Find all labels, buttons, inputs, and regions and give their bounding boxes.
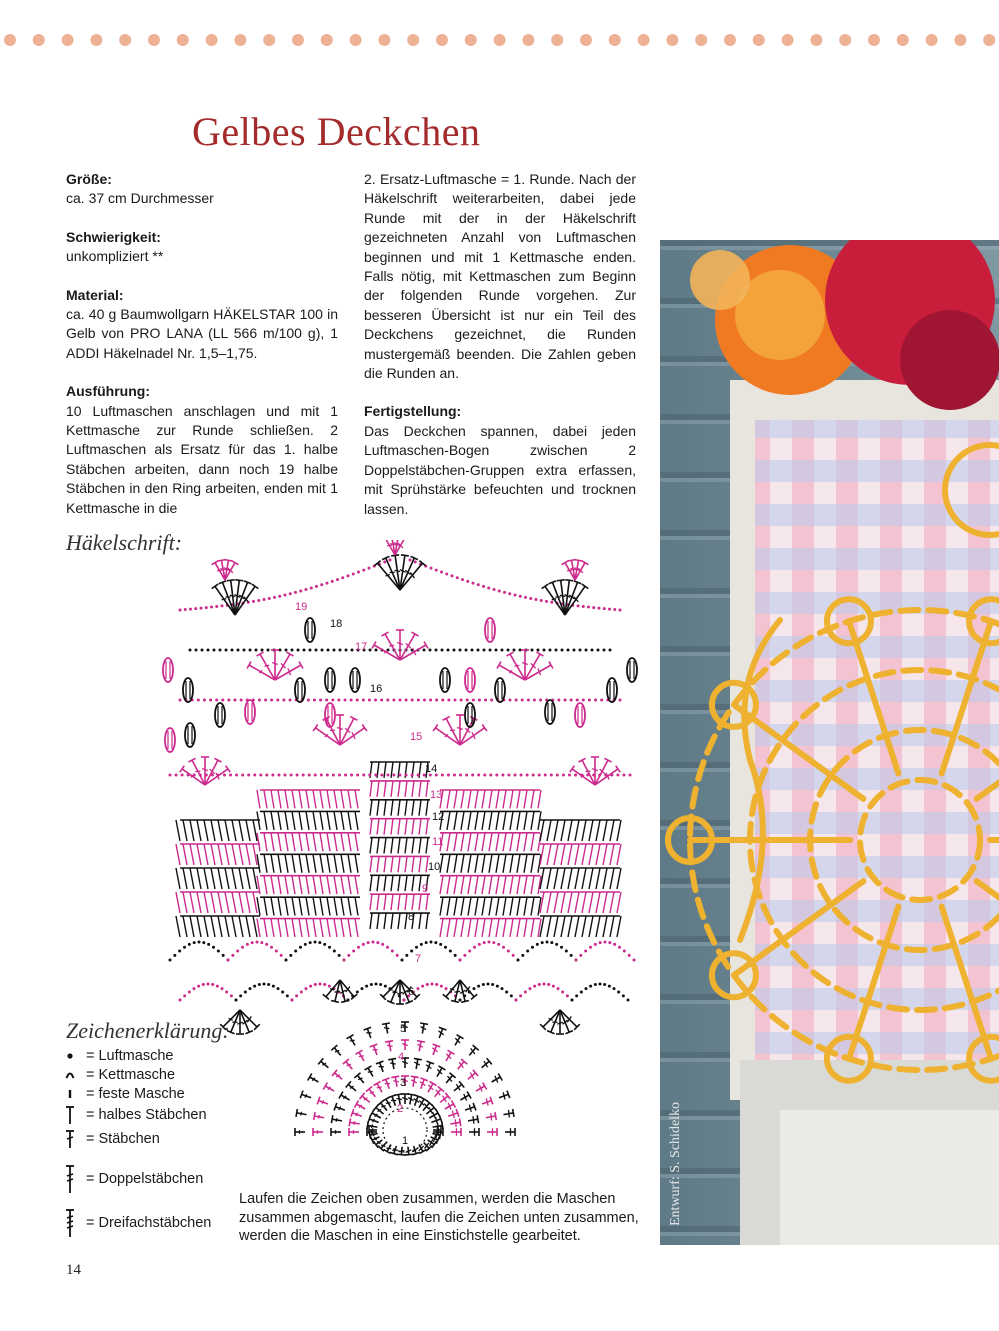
round-label-1: 1 <box>402 1135 409 1147</box>
finishing-text: Das Deckchen spannen, dabei jeden Luftmaschen-Bogen zwischen 2 Doppelstäbchen-Gruppen extra erfassen, mit Sprühstärke befeuchten und trocknen lassen. <box>364 422 636 517</box>
legend-item-chain: = Luftmasche <box>64 1046 211 1065</box>
legend-item-dc: = Stäbchen <box>64 1127 211 1151</box>
execution-heading: Ausführung: <box>66 383 150 400</box>
round-label-4: 4 <box>398 1051 405 1063</box>
round-label-9: 9 <box>422 883 429 895</box>
round-label-14: 14 <box>425 763 438 775</box>
chain-dot-icon <box>64 1047 86 1065</box>
chart-note: Laufen die Zeichen oben zusammen, werden die Maschen zusammen abgemascht, laufen die Zeichen unten zusammen, werden die Maschen in eine Einstichstelle gearbeitet. <box>239 1191 639 1245</box>
difficulty-heading: Schwierigkeit: <box>66 228 161 245</box>
text-column-right <box>364 170 636 519</box>
round-label-7: 7 <box>415 953 422 965</box>
legend-item-single: = feste Masche <box>64 1084 211 1103</box>
legend-item-hdc: = halbes Stäbchen <box>64 1103 211 1127</box>
half-double-t-icon <box>64 1104 86 1126</box>
round-label-10: 10 <box>428 861 441 873</box>
round-label-3: 3 <box>400 1077 407 1089</box>
legend-item-slip: = Kettmasche <box>64 1065 211 1084</box>
execution-text: 10 Luftmaschen anschlagen und mit 1 Kettmasche zur Runde schließen. 2 Luftmaschen als Ersatz für das 1. halbe Stäbchen arbeiten, dann noch 19 halbe Stäbchen in den Ring arbeiten, enden mit 1 Kettmasche in die <box>66 402 338 516</box>
round-label-18: 18 <box>330 618 343 630</box>
legend-heading: Zeichenerklärung: <box>66 1018 230 1043</box>
doily-photo <box>660 240 999 1245</box>
double-crochet-icon <box>64 1128 86 1150</box>
round-label-17: 17 <box>355 641 368 653</box>
crochet-chart <box>150 540 650 1180</box>
size-text: ca. 37 cm Durchmesser <box>66 190 214 207</box>
material-text: ca. 40 g Baumwollgarn HÄKELSTAR 100 in Gelb von PRO LANA (LL 566 m/100 g), 1 ADDI Häkelnadel Nr. 1,5–1,75. <box>66 306 338 361</box>
double-treble-icon <box>64 1207 86 1239</box>
execution-continued-text: 2. Ersatz-Luftmasche = 1. Runde. Nach der Häkelschrift weiterarbeiten, dabei jede Runde mit der in der Häkelschrift gezeichneten Anzahl von Luftmaschen beginnen und mit 1 Kettmasche enden. Falls nötig, mit Kettmaschen zum Beginn der folgenden Runde vorgehen. Zur besseren Übersicht ist nur ein Teil des Deckchens gezeichnet, die Runden mustergemäß beenden. Die Zahlen geben die Runden an. <box>364 171 636 382</box>
material-heading: Material: <box>66 286 124 303</box>
slip-stitch-arc-icon <box>64 1066 86 1084</box>
legend-item-tr: = Doppelstäbchen <box>64 1159 211 1199</box>
legend-item-dtr: = Dreifachstäbchen <box>64 1203 211 1243</box>
round-label-19: 19 <box>295 601 308 613</box>
size-heading: Größe: <box>66 171 112 187</box>
round-label-2: 2 <box>397 1103 404 1115</box>
symbol-legend <box>64 1046 211 1243</box>
round-label-13: 13 <box>430 789 443 801</box>
round-label-6: 6 <box>408 986 415 998</box>
round-label-5: 5 <box>400 1023 407 1035</box>
round-label-12: 12 <box>432 811 445 823</box>
single-crochet-dash-icon <box>64 1085 86 1103</box>
round-label-15: 15 <box>410 731 423 743</box>
crochet-chart-heading: Häkelschrift: <box>66 530 183 555</box>
round-label-11: 11 <box>432 836 444 848</box>
treble-crochet-icon <box>64 1163 86 1195</box>
text-column-left <box>66 170 338 518</box>
round-label-16: 16 <box>370 683 383 695</box>
finishing-heading: Fertigstellung: <box>364 403 462 420</box>
decorative-dot-border <box>0 28 999 52</box>
page-title: Gelbes Deckchen <box>192 109 481 154</box>
round-label-8: 8 <box>408 911 415 923</box>
page-number: 14 <box>66 1262 81 1278</box>
photo-credit: Entwurf: S. Schidelko <box>668 1101 683 1226</box>
difficulty-text: unkompliziert ** <box>66 248 164 265</box>
